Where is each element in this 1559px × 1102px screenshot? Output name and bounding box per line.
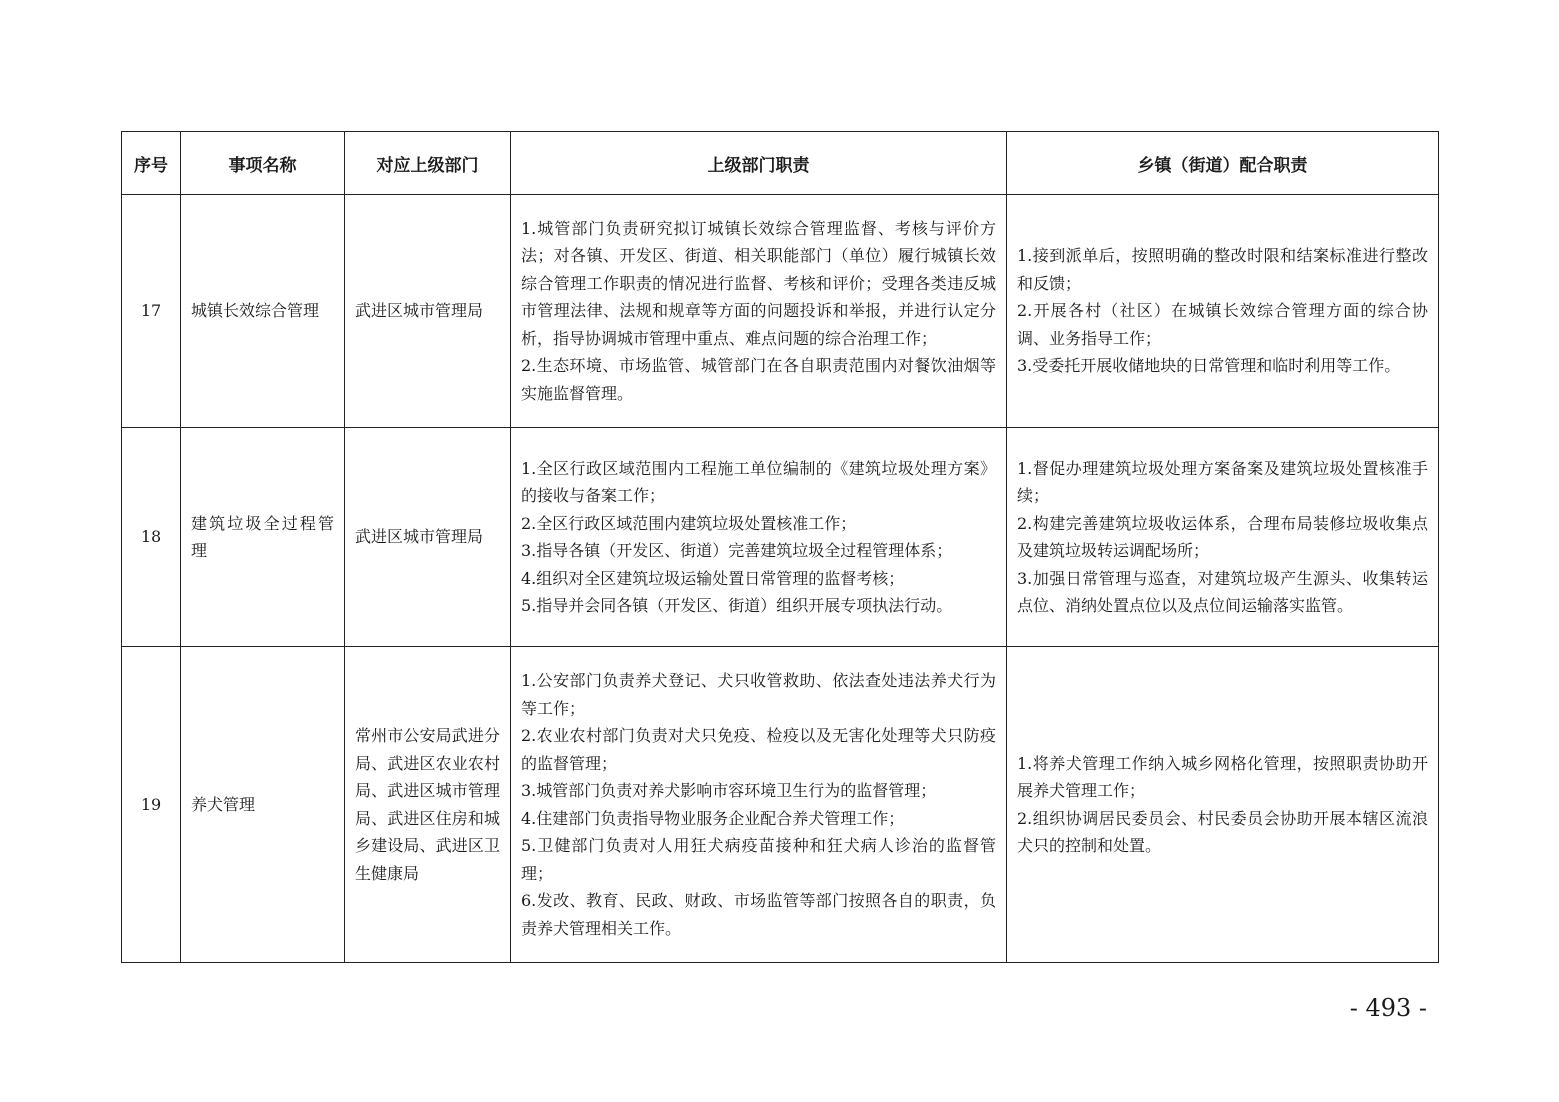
header-superior-duties: 上级部门职责 [511, 132, 1007, 195]
table-row [122, 195, 1439, 428]
town-coop-duties [1007, 428, 1439, 647]
duty-line: 6.发改、教育、民政、财政、市场监管等部门按照各自的职责，负责养犬管理相关工作。 [521, 891, 996, 938]
coop-line: 3.加强日常管理与巡查，对建筑垃圾产生源头、收集转运点位、消纳处置点位以及点位间运输落实监管。 [1017, 568, 1428, 615]
row-number: 17 [122, 195, 181, 428]
item-name: 建筑垃圾全过程管理 [181, 428, 345, 647]
table-row [122, 428, 1439, 647]
header-superior-dept: 对应上级部门 [345, 132, 511, 195]
duty-line: 1.城管部门负责研究拟订城镇长效综合管理监督、考核与评价方法；对各镇、开发区、街道、相关职能部门（单位）履行城镇长效综合管理工作职责的情况进行监督、考核和评价；受理各类违反城市管理法律、法规和规章等方面的问题投诉和举报，并进行认定分析，指导协调城市管理中重点、难点问题的综合治理工作； [521, 218, 996, 348]
coop-line: 2.开展各村（社区）在城镇长效综合管理方面的综合协调、业务指导工作； [1017, 301, 1428, 348]
superior-dept: 武进区城市管理局 [345, 195, 511, 428]
coop-line: 1.督促办理建筑垃圾处理方案备案及建筑垃圾处置核准手续； [1017, 458, 1428, 505]
header-seq: 序号 [122, 132, 181, 195]
duty-line: 5.卫健部门负责对人用狂犬病疫苗接种和狂犬病人诊治的监督管理； [521, 836, 996, 883]
coop-line: 2.组织协调居民委员会、村民委员会协助开展本辖区流浪犬只的控制和处置。 [1017, 808, 1428, 855]
superior-duties [511, 195, 1007, 428]
duty-line: 4.住建部门负责指导物业服务企业配合养犬管理工作； [521, 808, 905, 828]
duty-line: 5.指导并会同各镇（开发区、街道）组织开展专项执法行动。 [521, 596, 953, 615]
duty-line: 2.生态环境、市场监管、城管部门在各自职责范围内对餐饮油烟等实施监督管理。 [521, 356, 996, 403]
coop-line: 1.将养犬管理工作纳入城乡网格化管理，按照职责协助开展养犬管理工作； [1017, 753, 1428, 800]
superior-dept: 常州市公安局武进分局、武进区农业农村局、武进区城市管理局、武进区住房和城乡建设局、武进区卫生健康局 [345, 647, 511, 963]
duty-line: 1.公安部门负责养犬登记、犬只收管救助、依法查处违法养犬行为等工作； [521, 671, 996, 718]
town-coop-duties [1007, 195, 1439, 428]
row-number: 18 [122, 428, 181, 647]
duty-line: 4.组织对全区建筑垃圾运输处置日常管理的监督考核； [521, 568, 905, 588]
duty-line: 3.指导各镇（开发区、街道）完善建筑垃圾全过程管理体系； [521, 541, 953, 560]
coop-line: 2.构建完善建筑垃圾收运体系，合理布局装修垃圾收集点及建筑垃圾转运调配场所； [1017, 513, 1428, 560]
row-number: 19 [122, 647, 181, 963]
header-item-name: 事项名称 [181, 132, 345, 195]
duty-table [121, 131, 1439, 963]
superior-duties [511, 428, 1007, 647]
duty-line: 2.全区行政区域范围内建筑垃圾处置核准工作； [521, 513, 857, 533]
coop-line: 3.受委托开展收储地块的日常管理和临时利用等工作。 [1017, 356, 1401, 376]
duty-line: 2.农业农村部门负责对犬只免疫、检疫以及无害化处理等犬只防疫的监督管理； [521, 726, 996, 773]
coop-line: 1.接到派单后，按照明确的整改时限和结案标准进行整改和反馈； [1017, 246, 1428, 293]
duty-line: 1.全区行政区域范围内工程施工单位编制的《建筑垃圾处理方案》的接收与备案工作； [521, 458, 996, 505]
page-number: - 493 - [1349, 994, 1427, 1022]
town-coop-duties [1007, 647, 1439, 963]
duty-line: 3.城管部门负责对养犬影响市容环境卫生行为的监督管理； [521, 781, 937, 800]
superior-dept: 武进区城市管理局 [345, 428, 511, 647]
header-town-coop-duties: 乡镇（街道）配合职责 [1007, 132, 1439, 195]
item-name: 城镇长效综合管理 [181, 195, 345, 428]
superior-duties [511, 647, 1007, 963]
item-name: 养犬管理 [181, 647, 345, 963]
table-header-row [122, 132, 1439, 195]
table-row [122, 647, 1439, 963]
